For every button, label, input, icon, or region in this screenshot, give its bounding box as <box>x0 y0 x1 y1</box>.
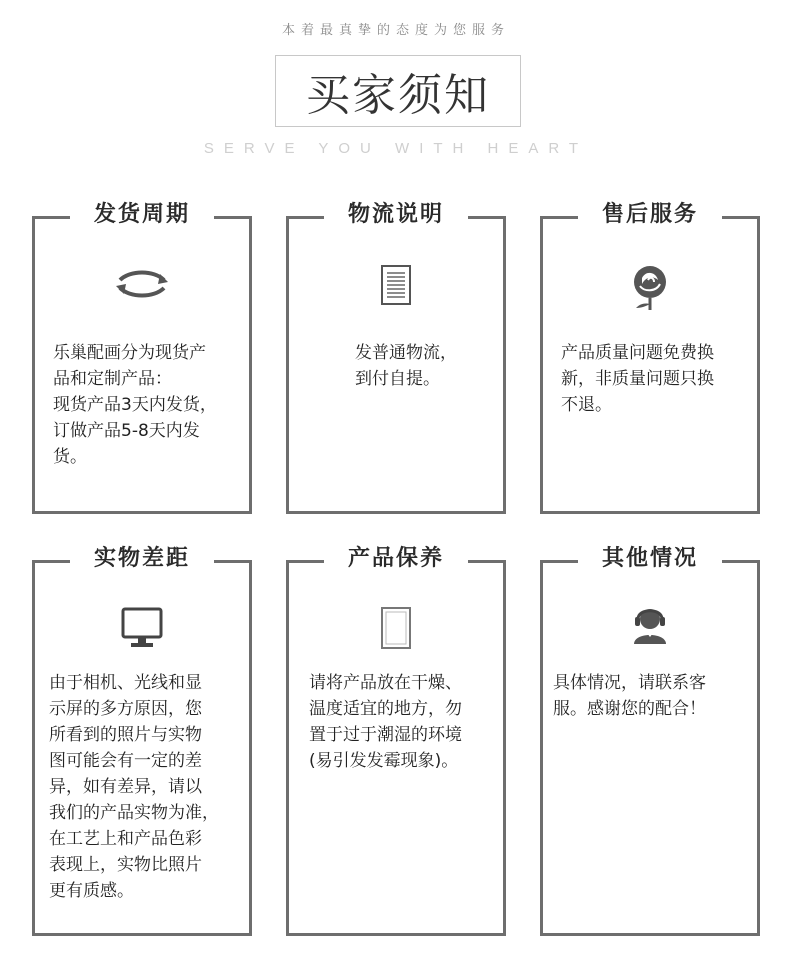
card-line: 更有质感。 <box>49 881 134 901</box>
card-line: 新，非质量问题只换 <box>561 369 714 389</box>
card-after-sales <box>540 202 760 514</box>
card-other <box>540 546 760 936</box>
rotate-arrows-icon <box>114 266 170 306</box>
card-product-care <box>286 546 506 936</box>
card-line: 所看到的照片与实物 <box>49 725 202 745</box>
card-line: 服。感谢您的配合！ <box>553 699 706 719</box>
card-line: 图可能会有一定的差 <box>49 751 202 771</box>
tagline: 本着最真挚的态度为您服务 <box>281 23 510 38</box>
card-line: 货。 <box>53 447 87 467</box>
card-line: 现货产品3天内发货， <box>53 395 217 415</box>
title-box <box>275 55 521 127</box>
card-line: 异，如有差异，请以 <box>49 777 202 797</box>
card-body <box>309 670 489 774</box>
card-body <box>355 340 489 392</box>
card-logistics <box>286 202 506 514</box>
card-shipping-cycle <box>32 202 252 514</box>
card-body <box>553 670 743 722</box>
card-heading: 产品保养 <box>347 546 444 571</box>
card-body <box>53 340 235 470</box>
card-heading: 物流说明 <box>347 202 444 227</box>
card-line: 置于过于潮湿的环境 <box>309 725 462 745</box>
card-heading: 实物差距 <box>93 546 190 571</box>
card-line: 请将产品放在干燥、 <box>309 673 462 693</box>
card-line: 订做产品5-8天内发 <box>53 421 200 441</box>
rose-icon <box>628 264 672 316</box>
card-line: 不退。 <box>561 395 612 415</box>
card-heading: 发货周期 <box>93 202 190 227</box>
card-line: 温度适宜的地方，勿 <box>309 699 462 719</box>
card-line: 我们的产品实物为准， <box>49 803 219 823</box>
card-body <box>561 340 743 418</box>
frame-icon <box>380 606 412 654</box>
card-body <box>49 670 235 904</box>
card-physical-difference <box>32 546 252 936</box>
customer-service-icon <box>630 604 670 650</box>
card-line: 乐巢配画分为现货产 <box>53 343 206 363</box>
card-line: 表现上，实物比照片 <box>49 855 202 875</box>
card-line: 到付自提。 <box>355 369 440 389</box>
page-title: 买家须知 <box>306 70 490 121</box>
card-line: 在工艺上和产品色彩 <box>49 829 202 849</box>
card-line: 示屏的多方原因，您 <box>49 699 202 719</box>
card-line: 具体情况，请联系客 <box>553 673 706 693</box>
subtitle: SERVE YOU WITH HEART <box>203 140 589 157</box>
monitor-icon <box>120 606 164 654</box>
card-heading: 售后服务 <box>601 202 698 227</box>
card-line: 发普通物流， <box>355 343 457 363</box>
document-list-icon <box>380 264 412 310</box>
card-line: (易引发发霉现象)。 <box>309 751 459 771</box>
card-heading: 其他情况 <box>601 546 698 571</box>
card-line: 由于相机、光线和显 <box>49 673 202 693</box>
card-line: 品和定制产品： <box>53 369 172 389</box>
card-line: 产品质量问题免费换 <box>561 343 714 363</box>
